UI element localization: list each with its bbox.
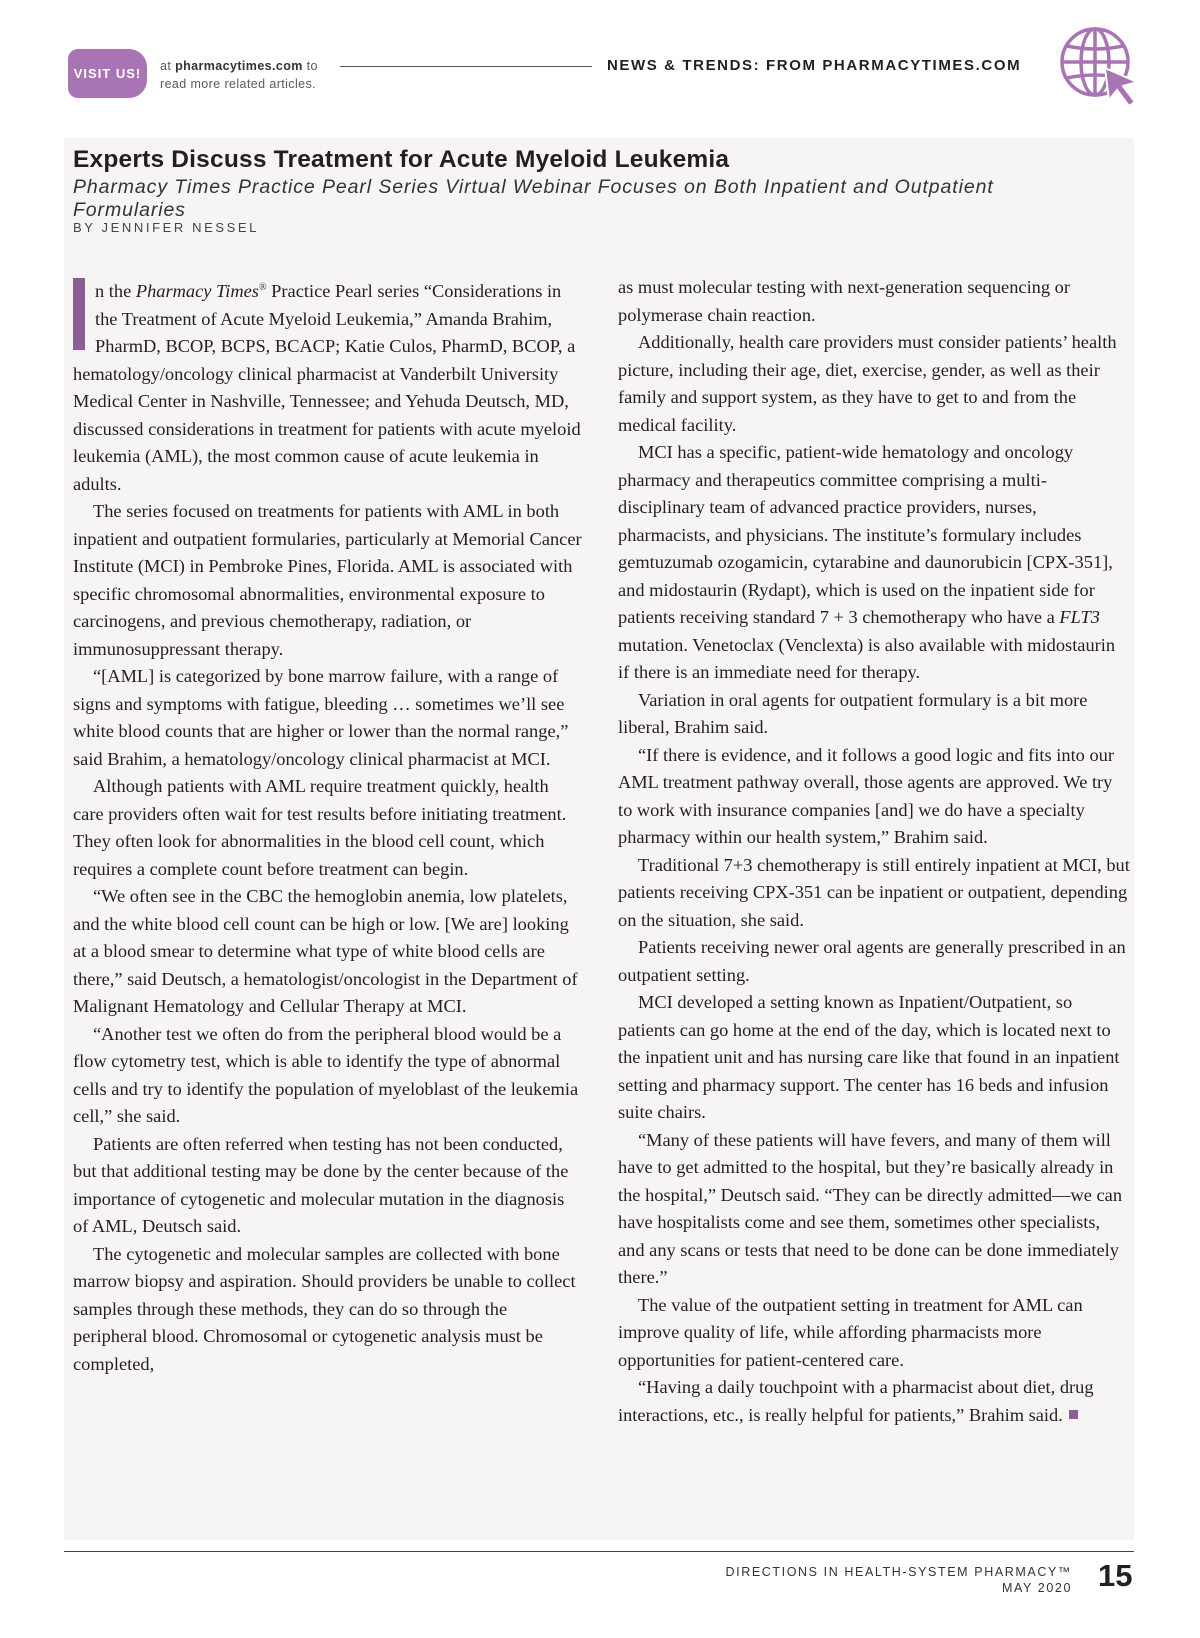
lead-text-a: n the — [95, 281, 136, 302]
globe-cursor-icon[interactable] — [1055, 24, 1145, 109]
lead-paragraph — [73, 274, 583, 498]
body-paragraph: Variation in oral agents for outpatient formulary is a bit more liberal, Brahim said. — [618, 689, 1088, 737]
body-paragraph: “[AML] is categorized by bone marrow failure, with a range of signs and symptoms with fatigue, bleeding … sometimes we’ll see white blood counts that are higher or lower than the normal range,” said Brahim, a hematology/oncology clinical pharmacist at MCI. — [73, 666, 569, 769]
closing-text: “Having a daily touchpoint with a pharmacist about diet, drug interactions, etc., is really helpful for patients,” Brahim said. — [618, 1377, 1094, 1425]
visit-site-link[interactable]: pharmacytimes.com — [175, 59, 303, 73]
body-paragraph: “Another test we often do from the peripheral blood would be a flow cytometry test, which is able to identify the type of abnormal cells and try to identify the population of myeloblast of the leukemia cell,” she said. — [73, 1023, 579, 1127]
page-number: 15 — [1098, 1558, 1133, 1593]
body-paragraph: Although patients with AML require treatment quickly, health care providers often wait for test results before initiating treatment. They often look for abnormalities in the blood cell count, which requires a complete count before treatment can begin. — [73, 776, 567, 879]
body-paragraph: Traditional 7+3 chemotherapy is still entirely inpatient at MCI, but patients receiving CPX-351 can be inpatient or outpatient, depending on the situation, she said. — [618, 854, 1130, 930]
lead-publication: Pharmacy Times — [135, 281, 259, 302]
visit-us-text — [160, 57, 318, 93]
closing-paragraph — [618, 1374, 1130, 1429]
visit-suffix: to — [306, 59, 318, 73]
visit-prefix: at — [160, 59, 172, 73]
body-paragraph: MCI developed a setting known as Inpatient/Outpatient, so patients can go home at the end of the day, which is located next to the inpatient unit and has nursing care like that found in an inpatient setting and pharmacy support. The center has 16 beds and infusion suite chairs. — [618, 992, 1120, 1122]
body-paragraph: “We often see in the CBC the hemoglobin anemia, low platelets, and the white blood cell count can be high or low. [We are] looking at a blood smear to determine what type of white blood cells are there,” said Deutsch, a hematologist/oncologist in the Department of Malignant Hematology and Cellular Therapy at MCI. — [73, 886, 578, 1017]
body-paragraph: “If there is evidence, and it follows a good logic and fits into our AML treatment pathway overall, those agents are approved. We try to work with insurance companies [and] we do have a specialty pharmacy within our health system,” Brahim said. — [618, 744, 1114, 847]
visit-line-2: read more related articles. — [160, 77, 317, 91]
footer-divider — [64, 1551, 1134, 1552]
continued-paragraph: as must molecular testing with next-generation sequencing or polymerase chain reaction. — [618, 277, 1070, 325]
body-paragraph: The cytogenetic and molecular samples are collected with bone marrow biopsy and aspiration. Should providers be unable to collect samples through these methods, they can do so through the peripheral blood. Chromosomal or cytogenetic analysis must be completed, — [73, 1243, 576, 1374]
body-paragraph: Patients receiving newer oral agents are generally prescribed in an outpatient setting. — [618, 937, 1126, 985]
lead-text-b: Practice Pearl series “Considerations in the Treatment of Acute Myeloid Leukemia,” Amanda Brahim, PharmD, BCOP, BCPS, BCACP; Katie Culos, PharmD, BCOP, a hematology/oncology clinical pharmacist at Vanderbilt University Medical Center in Nashville, Tennessee; and Yehuda Deutsch, MD, discussed considerations in treatment for patients with acute myeloid leukemia (AML), the most common cause of acute leukemia in adults. — [73, 281, 581, 494]
body-paragraph: Patients are often referred when testing has not been conducted, but that additional testing may be done by the center because of the importance of cytogenetic and molecular mutation in the diagnosis of AML, Deutsch said. — [73, 1133, 569, 1237]
publication-name: DIRECTIONS IN HEALTH-SYSTEM PHARMACY™ — [725, 1565, 1072, 1579]
body-paragraph: Additionally, health care providers must consider patients’ health picture, including their age, diet, exercise, gender, as well as their family and support system, as they have to get to and from the medical facility. — [618, 332, 1117, 435]
article-subtitle: Pharmacy Times Practice Pearl Series Virtual Webinar Focuses on Both Inpatient and Outpatient Formularies — [73, 176, 994, 221]
issue-date: MAY 2020 — [1001, 1581, 1072, 1595]
body-paragraph: The series focused on treatments for patients with AML in both inpatient and outpatient formularies, particularly at Memorial Cancer Institute (MCI) in Pembroke Pines, Florida. AML is associated with specific chromosomal abnormalities, environmental exposure to carcinogens, and previous chemotherapy, radiation, or immunosuppressant therapy. — [73, 501, 582, 659]
section-title: NEWS & TRENDS: FROM PHARMACYTIMES.COM — [607, 57, 1022, 74]
body-paragraph: “Many of these patients will have fevers, and many of them will have to get admitted to the hospital, but they’re basically already in the hospital,” Deutsch said. “They can be directly admitted—we can have hospitalists come and see them, sometimes other specialists, and any scans or tests that need to be done can be done immediately there.” — [618, 1129, 1123, 1287]
mci-text-a: MCI has a specific, patient-wide hematology and oncology pharmacy and therapeutics committee comprising a multi-disciplinary team of advanced practice providers, nurses, pharmacists, and physicians. The institute’s formulary includes gemtuzumab ozogamicin, cytarabine and daunorubicin [CPX-351], and midostaurin (Rydapt), which is used on the inpatient side for patients receiving standard 7 + 3 chemotherapy who have a — [618, 442, 1113, 627]
footer-publication — [726, 1564, 1073, 1596]
body-paragraph: The value of the outpatient setting in treatment for AML can improve quality of life, while affording pharmacists more opportunities for patient-centered care. — [618, 1294, 1083, 1370]
article-title: Experts Discuss Treatment for Acute Myeloid Leukemia — [73, 146, 730, 173]
header-divider — [340, 66, 592, 67]
article-column-left — [73, 274, 583, 1378]
visit-us-badge[interactable]: VISIT US! — [68, 49, 147, 98]
drop-cap — [73, 278, 85, 350]
mci-paragraph — [618, 439, 1130, 687]
mci-text-b: mutation. Venetoclax (Venclexta) is also available with midostaurin if there is an immediate need for therapy. — [618, 634, 1116, 682]
article-column-right — [618, 274, 1130, 1429]
gene-name: FLT3 — [1059, 607, 1100, 627]
article-byline: BY JENNIFER NESSEL — [73, 220, 259, 235]
registered-mark: ® — [258, 282, 267, 293]
end-mark-icon — [1069, 1410, 1078, 1419]
